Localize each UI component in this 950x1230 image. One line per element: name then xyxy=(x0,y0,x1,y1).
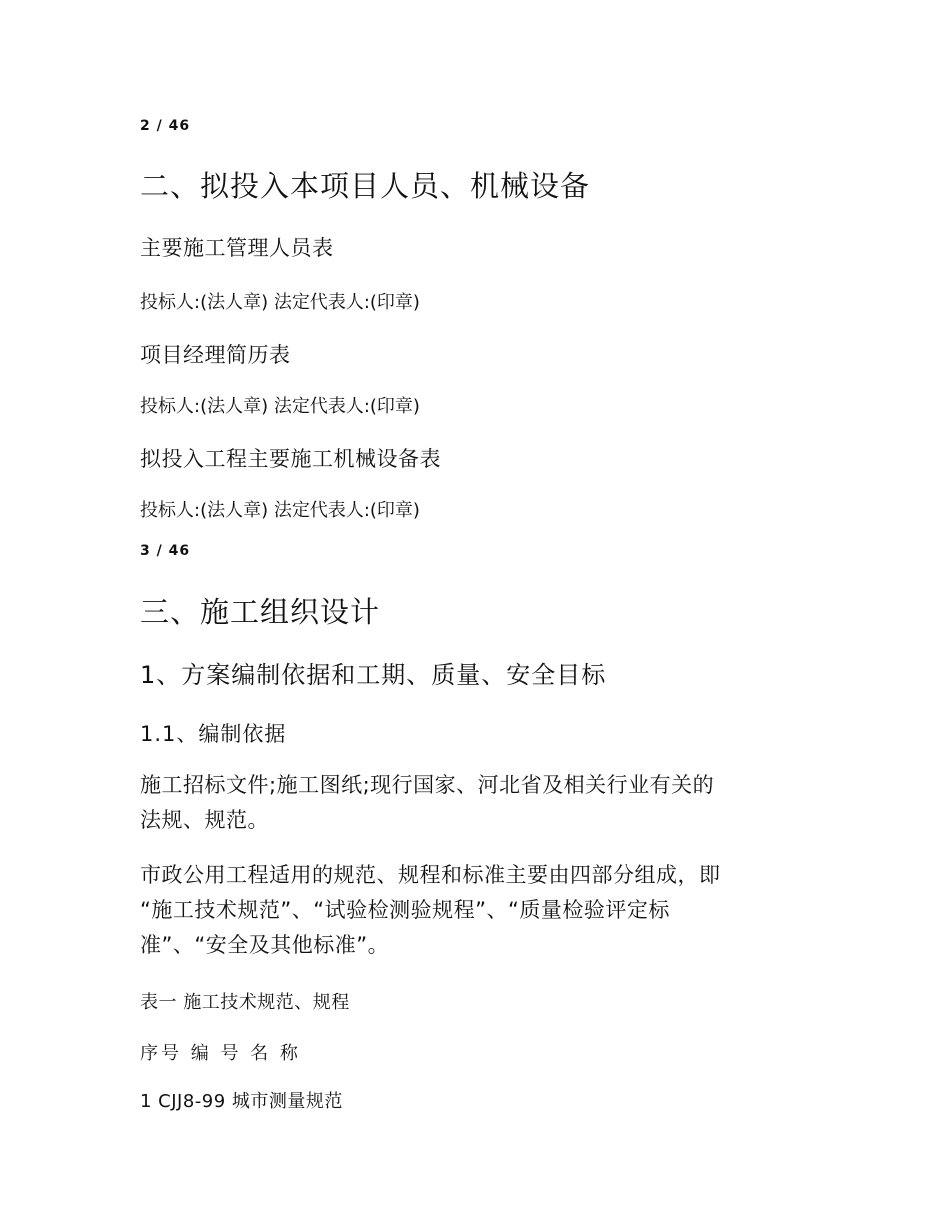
signature-line: 投标人:(法人章) 法定代表人:(印章) xyxy=(140,396,420,417)
subsection-heading: 1.1、编制依据 xyxy=(140,722,287,746)
table-row: 1 CJJ8-99 城市测量规范 xyxy=(140,1091,343,1112)
paragraph-line: 市政公用工程适用的规范、规程和标准主要由四部分组成，即 xyxy=(140,863,721,887)
section-3-title: 三、施工组织设计 xyxy=(140,595,381,629)
table-caption: 表一 施工技术规范、规程 xyxy=(140,992,350,1013)
paragraph-basis-documents xyxy=(140,768,810,838)
paragraph-line: “施工技术规范”、“试验检测验规程”、“质量检验评定标 xyxy=(140,898,670,922)
paragraph-standards-composition xyxy=(140,858,810,963)
signature-line: 投标人:(法人章) 法定代表人:(印章) xyxy=(140,500,420,521)
item-heading-equipment-table: 拟投入工程主要施工机械设备表 xyxy=(140,447,441,471)
page-marker-3: 3 / 46 xyxy=(140,543,191,559)
table-header: 序号 编 号 名 称 xyxy=(140,1043,301,1064)
section-3-subtitle: 1、方案编制依据和工期、质量、安全目标 xyxy=(140,661,607,689)
paragraph-line: 法规、规范。 xyxy=(140,808,269,832)
signature-line: 投标人:(法人章) 法定代表人:(印章) xyxy=(140,292,420,313)
item-heading-staff-table: 主要施工管理人员表 xyxy=(140,236,334,260)
paragraph-line: 施工招标文件;施工图纸;现行国家、河北省及相关行业有关的 xyxy=(140,773,715,797)
paragraph-line: 准”、“安全及其他标准”。 xyxy=(140,933,390,957)
item-heading-manager-resume: 项目经理简历表 xyxy=(140,343,291,367)
page-marker-2: 2 / 46 xyxy=(140,118,191,134)
section-2-title: 二、拟投入本项目人员、机械设备 xyxy=(140,169,591,203)
